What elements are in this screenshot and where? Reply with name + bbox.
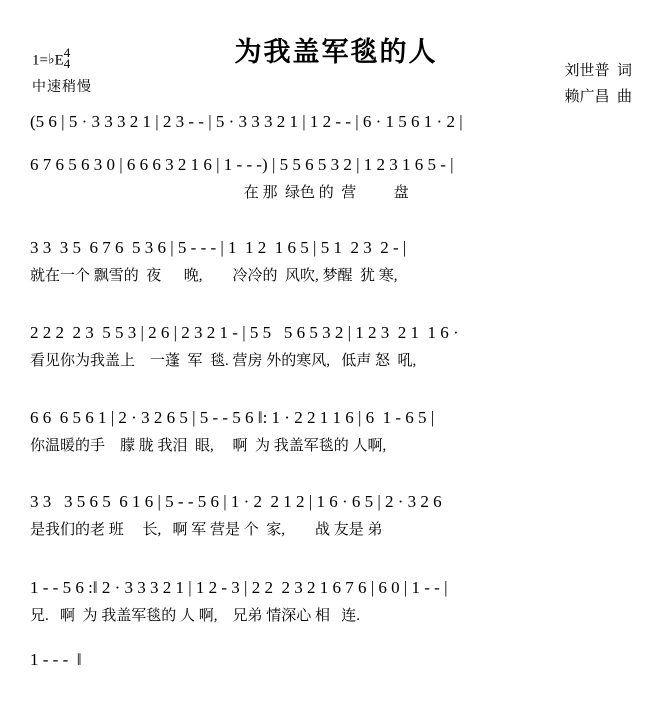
notation-line: 6 7 6 5 6 3 0 | 6 6 6 3 2 1 6 | 1 - - -) | 5 5 6 5 3 2 | 1 2 3 1 6 5 - | [30, 155, 454, 174]
lyrics-line: 你温暖的手 朦 胧 我泪 眼, 啊 为 我盖军毯的 人啊, [30, 438, 387, 454]
lyrics-line: 就在一个 飘雪的 夜 晚, 冷冷的 风吹, 梦醒 犹 寒, [30, 268, 398, 284]
meter-bottom: 4 [63, 55, 71, 71]
key-label: 1= [32, 52, 48, 69]
time-signature [63, 45, 71, 71]
key-signature [32, 45, 71, 71]
credits [564, 58, 632, 111]
notation-line: 6 6 6 5 6 1 | 2 · 3 2 6 5 | 5 - - 5 6 ‖: 1 · 2 2 1 1 6 | 6 1 - 6 5 | [30, 408, 435, 427]
page-title: 为我盖军毯的人 [234, 37, 438, 67]
music-system-8 [0, 650, 672, 676]
lyrics-line: 看见你为我盖上 一蓬 军 毯. 营房 外的寒风, 低声 怒 吼, [30, 353, 417, 369]
music-system-4 [0, 323, 672, 371]
notation-line: 3 3 3 5 6 7 6 5 3 6 | 5 - - - | 1 1 2 1 6 5 | 5 1 2 3 2 - | [30, 238, 407, 257]
meter-top: 4 [63, 45, 71, 60]
lyrics-line: 在 那 绿色 的 营 盘 [30, 185, 409, 201]
notation-line: 1 - - 5 6 :‖ 2 · 3 3 3 2 1 | 1 2 - 3 | 2 2 2 3 2 1 6 7 6 | 6 0 | 1 - - | [30, 578, 448, 597]
music-system-5 [0, 408, 672, 456]
notation-line: 2 2 2 2 3 5 5 3 | 2 6 | 2 3 2 1 - | 5 5 5 6 5 3 2 | 1 2 3 2 1 1 6 · [30, 323, 459, 342]
music-system-7 [0, 578, 672, 626]
key-note: E [54, 52, 64, 69]
music-system-1 [0, 112, 672, 160]
music-system-2 [0, 155, 672, 203]
composer-credit: 赖广昌 曲 [564, 89, 632, 106]
notation-line: (5 6 | 5 · 3 3 3 2 1 | 2 3 - - | 5 · 3 3 3 2 1 | 1 2 - - | 6 · 1 5 6 1 · 2 | [30, 112, 463, 131]
lyrics-line: 兄. 啊 为 我盖军毯的 人 啊, 兄弟 情深心 相 连. [30, 608, 361, 624]
notation-line: 1 - - - ‖ [30, 650, 82, 669]
notation-line: 3 3 3 5 6 5 6 1 6 | 5 - - 5 6 | 1 · 2 2 1 2 | 1 6 · 6 5 | 2 · 3 2 6 [30, 492, 442, 511]
music-system-6 [0, 492, 672, 540]
lyricist-credit: 刘世普 词 [564, 63, 632, 79]
lyrics-line: 是我们的老 班 长, 啊 军 营是 个 家, 战 友是 弟 [30, 522, 383, 538]
flat-symbol: ♭ [47, 52, 55, 68]
tempo-marking: 中速稍慢 [32, 80, 92, 95]
music-system-3 [0, 238, 672, 286]
